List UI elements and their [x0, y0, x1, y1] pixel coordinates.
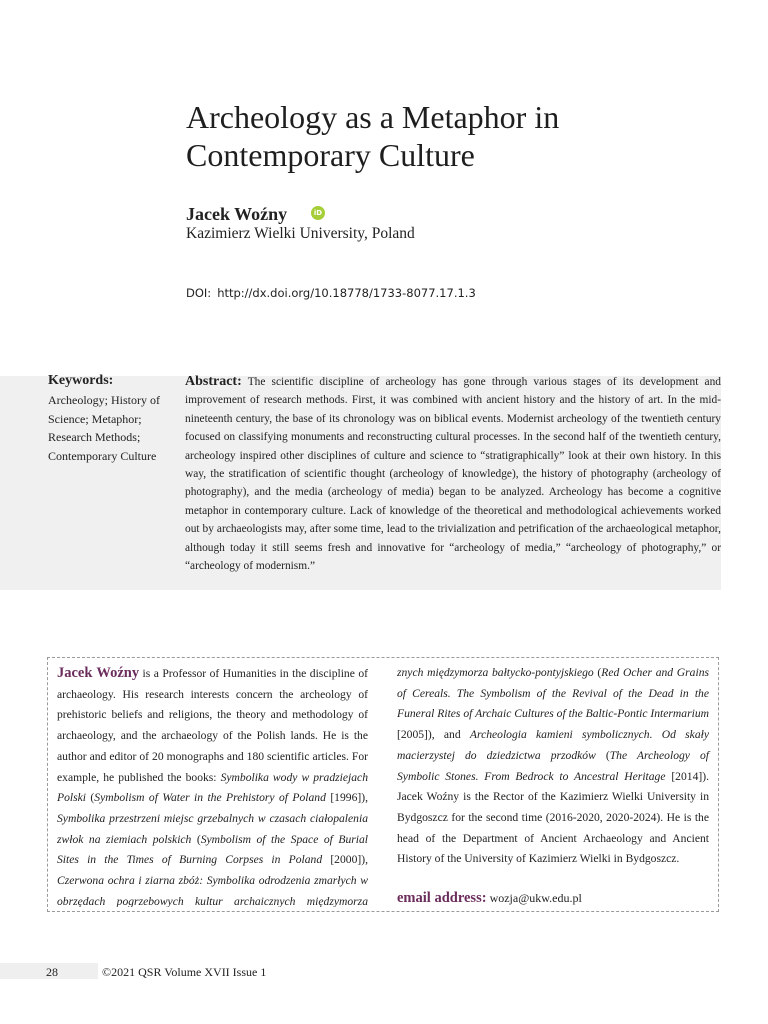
- book-translation-2: Symbolism of the Space of Burial Sites in the Times of Burning Corpses in Poland: [57, 832, 368, 867]
- book-title-3: Czerwona ochra i ziarna zbóż: Symbolika odrodzenia zmarłych w obrzędach pogrzebowych kultur archaicznych międzymorza: [57, 874, 368, 907]
- email-label: email address:: [397, 890, 487, 906]
- bio-column-right: znych międzymorza bałtycko-pontyjskiego (Red Ocher and Grains of Cereals. The Symbolism of the Revival of the Dead in the Funeral Rites of Archaic Cultures of the Baltic-Pontic Intermarium [2005]), and Archeologia kamieni symbolicznych. Od skały macierzystej do dziedzictwa przodków (The Archeology of Symbolic Stones. From Bedrock to Ancestral Heritage [2014]). Jacek Woźny is the Rector of the Kazimierz Wielki University in Bydgoszcz for the second time (2016-2020, 2020-2024). He is the head of the Department of Ancient Archaeology and Ancient History of the University of Kazimierz Wielki in Bydgoszcz.: [397, 666, 710, 866]
- abstract: [185, 373, 721, 575]
- footer-citation: ©2021 QSR Volume XVII Issue 1: [102, 965, 267, 979]
- article-title: Archeology as a Metaphor in Contemporary Culture: [186, 99, 560, 173]
- keywords-list: Archeology; History of Science; Metaphor; Research Methods; Contemporary Culture: [48, 393, 160, 463]
- abstract-text: The scientific discipline of archeology has gone through various stages of its development and improvement of research methods. First, it was combined with ancient history and the history of art. In the mid-nineteenth century, the base of its chronology was on biblical events. Modernist archeology of the twentieth century focused on classifying monuments and reconstructing cultural processes. In the second half of the twentieth century, archeology inspired other disciplines of culture and science to “stratigraphically” look at their own history. In this way, the stratification of scientific thought (archeology of knowledge), the history of photography (archeology of photography), and the media (archeology of media) began to be analyzed. Archeology has become a cognitive metaphor in contemporary culture. Lack of knowledge of the theoretical and methodological achievements worked out by archaeologists may, after some time, lead to the trivialization and petrification of the archaeological metaphor, although today it still seems fresh and innovative for “archeology of media,” “archeology of photography,” or “archeology of modernism.”: [185, 376, 721, 573]
- email-address[interactable]: wozja@ukw.edu.pl: [489, 891, 582, 905]
- book-title-1: Symbolika wody w pradziejach Polski: [57, 770, 368, 805]
- book-translation-1: Symbolism of Water in the Prehistory of Poland: [94, 791, 326, 805]
- page-number: 28: [46, 965, 58, 979]
- doi-label: DOI:: [186, 286, 212, 300]
- bio-text: (: [191, 832, 201, 846]
- abstract-heading: Abstract:: [185, 374, 242, 389]
- doi-line: [186, 286, 476, 300]
- bio-text: [1996]),: [325, 791, 368, 805]
- bio-text: is a Professor of Humanities in the discipline of archaeology. His research interests concern the archeology of prehistoric beliefs and religions, the theory and methodology of archaeology, and the archaeology of the Polish lands. He is the author and editor of 20 monographs and 180 scientific articles. For example, he published the books:: [57, 667, 368, 784]
- bio-text: (: [85, 791, 95, 805]
- author-affiliation: Kazimierz Wielki University, Poland: [186, 225, 415, 242]
- email-line: [397, 890, 582, 907]
- bio-author-name: Jacek Woźny: [57, 665, 140, 681]
- author-name: Jacek Woźny: [186, 204, 288, 224]
- keywords-heading: Keywords:: [48, 373, 114, 388]
- bio-text: [2000]),: [322, 853, 368, 867]
- doi-link[interactable]: http://dx.doi.org/10.18778/1733-8077.17.1.3: [217, 286, 476, 300]
- book-title-2: Symbolika przestrzeni miejsc grzebalnych w czasach ciałopalenia zwłok na ziemiach polskich: [57, 811, 368, 846]
- orcid-icon[interactable]: iD: [311, 206, 325, 220]
- bio-column-left: [57, 663, 368, 907]
